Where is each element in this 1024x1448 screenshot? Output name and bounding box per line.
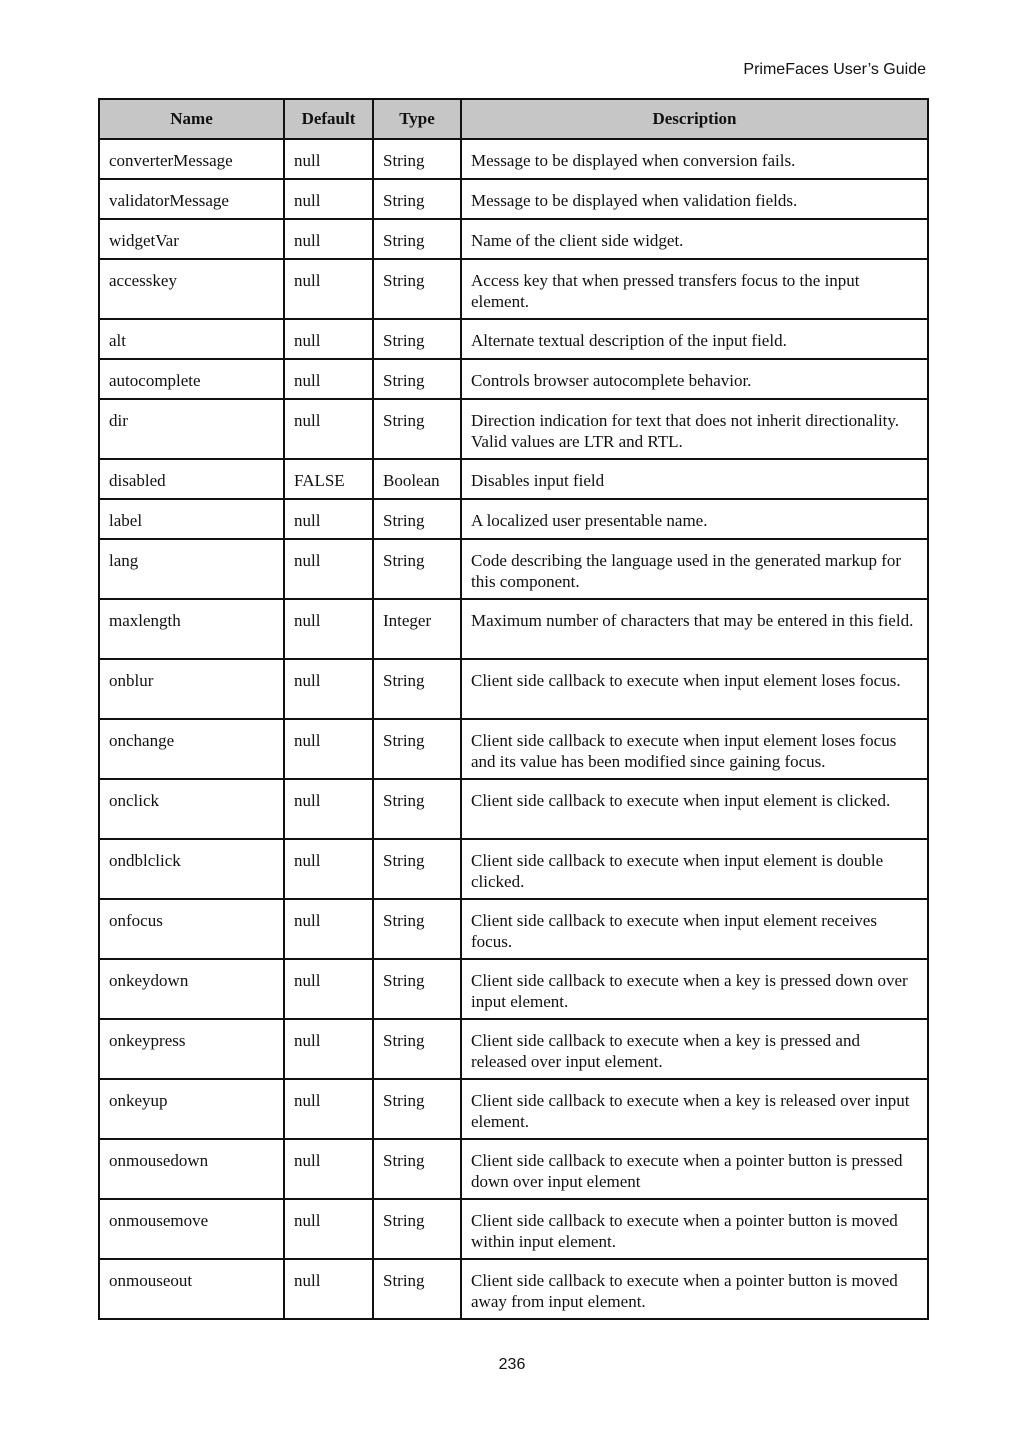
cell-type: String xyxy=(373,539,461,599)
cell-name: accesskey xyxy=(99,259,284,319)
cell-type: String xyxy=(373,959,461,1019)
cell-description: Direction indication for text that does not inherit directionality. Valid values are LTR and RTL. xyxy=(461,399,928,459)
table-row xyxy=(99,539,928,599)
table-row xyxy=(99,599,928,659)
cell-name: onfocus xyxy=(99,899,284,959)
table-body xyxy=(99,139,928,1319)
cell-type: String xyxy=(373,719,461,779)
cell-default: null xyxy=(284,1139,373,1199)
cell-description: Client side callback to execute when input element receives focus. xyxy=(461,899,928,959)
cell-name: maxlength xyxy=(99,599,284,659)
table-row xyxy=(99,359,928,399)
table-row xyxy=(99,779,928,839)
cell-name: ondblclick xyxy=(99,839,284,899)
cell-description: Client side callback to execute when a key is released over input element. xyxy=(461,1079,928,1139)
cell-name: onkeypress xyxy=(99,1019,284,1079)
table-row xyxy=(99,219,928,259)
cell-type: String xyxy=(373,179,461,219)
table-row xyxy=(99,459,928,499)
cell-type: String xyxy=(373,1079,461,1139)
running-header: PrimeFaces User’s Guide xyxy=(743,61,926,78)
cell-description: Maximum number of characters that may be entered in this field. xyxy=(461,599,928,659)
cell-name: validatorMessage xyxy=(99,179,284,219)
table-header-row xyxy=(99,99,928,139)
table-row xyxy=(99,839,928,899)
column-header-default: Default xyxy=(284,99,373,139)
cell-name: onclick xyxy=(99,779,284,839)
cell-description: Name of the client side widget. xyxy=(461,219,928,259)
table-row xyxy=(99,499,928,539)
cell-name: dir xyxy=(99,399,284,459)
cell-name: onmousemove xyxy=(99,1199,284,1259)
cell-name: onchange xyxy=(99,719,284,779)
column-header-type: Type xyxy=(373,99,461,139)
table-row xyxy=(99,1259,928,1319)
table-row xyxy=(99,259,928,319)
cell-default: null xyxy=(284,219,373,259)
cell-type: String xyxy=(373,1199,461,1259)
cell-description: Client side callback to execute when input element loses focus and its value has been modified since gaining focus. xyxy=(461,719,928,779)
cell-description: Client side callback to execute when a pointer button is pressed down over input element xyxy=(461,1139,928,1199)
cell-default: null xyxy=(284,139,373,179)
table-row xyxy=(99,139,928,179)
cell-default: null xyxy=(284,719,373,779)
cell-type: String xyxy=(373,1259,461,1319)
cell-type: String xyxy=(373,839,461,899)
cell-type: String xyxy=(373,399,461,459)
table-row xyxy=(99,319,928,359)
cell-name: alt xyxy=(99,319,284,359)
cell-type: String xyxy=(373,219,461,259)
cell-default: null xyxy=(284,659,373,719)
cell-name: onblur xyxy=(99,659,284,719)
cell-default: null xyxy=(284,899,373,959)
cell-description: Client side callback to execute when a key is pressed down over input element. xyxy=(461,959,928,1019)
cell-default: null xyxy=(284,779,373,839)
table-row xyxy=(99,899,928,959)
cell-description: Disables input field xyxy=(461,459,928,499)
cell-type: String xyxy=(373,779,461,839)
cell-type: String xyxy=(373,1019,461,1079)
cell-default: null xyxy=(284,599,373,659)
cell-name: disabled xyxy=(99,459,284,499)
table-row xyxy=(99,399,928,459)
table-row xyxy=(99,1199,928,1259)
cell-default: null xyxy=(284,319,373,359)
cell-default: null xyxy=(284,1079,373,1139)
cell-description: Alternate textual description of the input field. xyxy=(461,319,928,359)
cell-default: null xyxy=(284,1199,373,1259)
cell-type: Boolean xyxy=(373,459,461,499)
attributes-table xyxy=(98,98,929,1320)
table-row xyxy=(99,1079,928,1139)
cell-name: label xyxy=(99,499,284,539)
cell-default: null xyxy=(284,179,373,219)
cell-type: String xyxy=(373,319,461,359)
cell-type: String xyxy=(373,499,461,539)
cell-description: Client side callback to execute when input element is double clicked. xyxy=(461,839,928,899)
table-row xyxy=(99,179,928,219)
cell-name: widgetVar xyxy=(99,219,284,259)
cell-name: autocomplete xyxy=(99,359,284,399)
cell-description: Client side callback to execute when a pointer button is moved away from input element. xyxy=(461,1259,928,1319)
table-row xyxy=(99,719,928,779)
cell-name: converterMessage xyxy=(99,139,284,179)
column-header-name: Name xyxy=(99,99,284,139)
cell-default: null xyxy=(284,259,373,319)
cell-default: null xyxy=(284,399,373,459)
cell-description: A localized user presentable name. xyxy=(461,499,928,539)
cell-name: lang xyxy=(99,539,284,599)
cell-default: null xyxy=(284,959,373,1019)
cell-default: null xyxy=(284,359,373,399)
cell-name: onkeyup xyxy=(99,1079,284,1139)
cell-description: Code describing the language used in the generated markup for this component. xyxy=(461,539,928,599)
cell-type: String xyxy=(373,359,461,399)
cell-type: String xyxy=(373,139,461,179)
cell-name: onkeydown xyxy=(99,959,284,1019)
table-row xyxy=(99,1139,928,1199)
cell-name: onmouseout xyxy=(99,1259,284,1319)
cell-type: String xyxy=(373,659,461,719)
cell-default: null xyxy=(284,839,373,899)
page-number: 236 xyxy=(498,1356,526,1373)
cell-default: null xyxy=(284,539,373,599)
cell-description: Message to be displayed when validation fields. xyxy=(461,179,928,219)
cell-default: null xyxy=(284,1019,373,1079)
cell-description: Client side callback to execute when input element loses focus. xyxy=(461,659,928,719)
cell-description: Client side callback to execute when a pointer button is moved within input element. xyxy=(461,1199,928,1259)
column-header-description: Description xyxy=(461,99,928,139)
cell-description: Client side callback to execute when input element is clicked. xyxy=(461,779,928,839)
cell-default: FALSE xyxy=(284,459,373,499)
cell-type: String xyxy=(373,259,461,319)
cell-name: onmousedown xyxy=(99,1139,284,1199)
cell-description: Access key that when pressed transfers focus to the input element. xyxy=(461,259,928,319)
cell-type: Integer xyxy=(373,599,461,659)
cell-description: Client side callback to execute when a key is pressed and released over input element. xyxy=(461,1019,928,1079)
cell-description: Message to be displayed when conversion fails. xyxy=(461,139,928,179)
cell-type: String xyxy=(373,1139,461,1199)
cell-type: String xyxy=(373,899,461,959)
table-row xyxy=(99,659,928,719)
cell-default: null xyxy=(284,1259,373,1319)
table-row xyxy=(99,959,928,1019)
cell-description: Controls browser autocomplete behavior. xyxy=(461,359,928,399)
cell-default: null xyxy=(284,499,373,539)
table-row xyxy=(99,1019,928,1079)
